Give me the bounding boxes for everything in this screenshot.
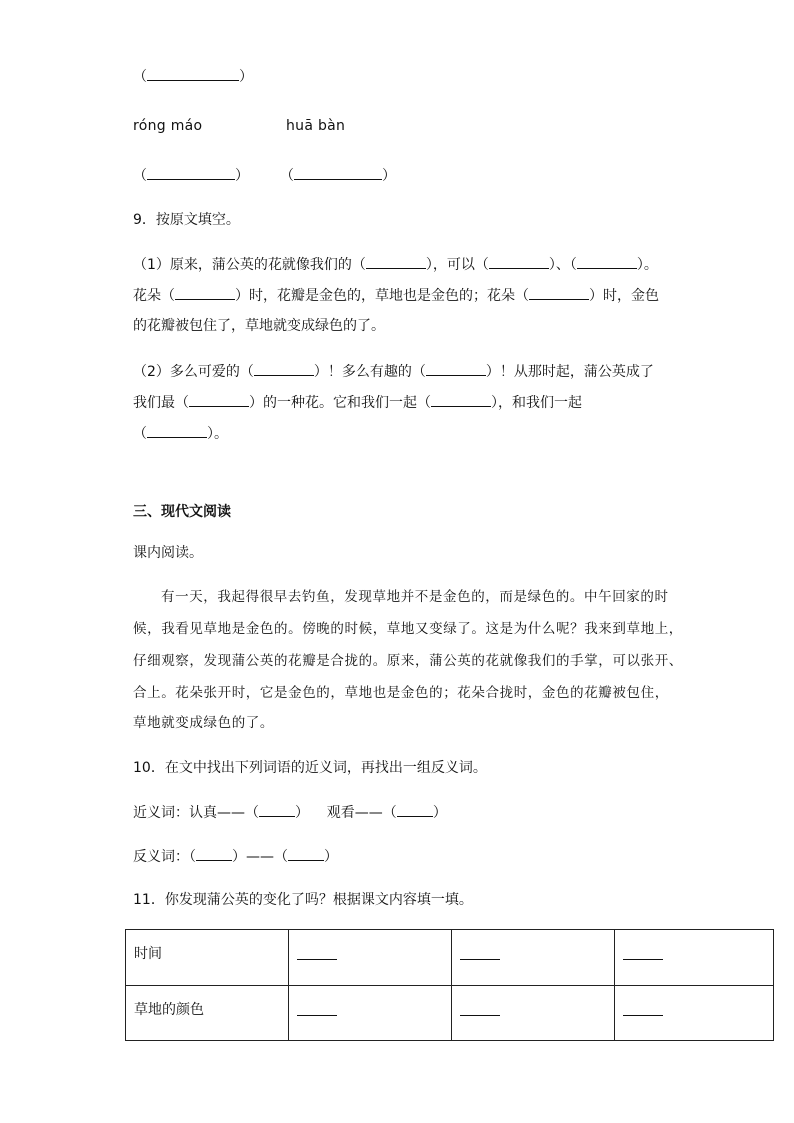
answer-blank[interactable] bbox=[623, 999, 663, 1016]
answer-blank[interactable] bbox=[366, 254, 426, 269]
answer-blank[interactable] bbox=[196, 846, 232, 861]
table-cell[interactable] bbox=[615, 985, 774, 1041]
answer-blank[interactable] bbox=[259, 802, 295, 817]
pinyin-answer-blank: （ ） bbox=[133, 66, 253, 87]
passage-line: 有一天，我起得很早去钓鱼，发现草地并不是金色的，而是绿色的。中午回家的时 bbox=[161, 589, 669, 605]
table-row bbox=[126, 985, 774, 1041]
answer-blank[interactable] bbox=[529, 285, 589, 300]
q10-antonyms: 反义词：（ ）——（ ） bbox=[133, 846, 338, 867]
q9-part2-line3: （ ）。 bbox=[133, 423, 228, 444]
table-cell[interactable] bbox=[452, 985, 615, 1041]
answer-blank[interactable] bbox=[288, 846, 324, 861]
table-cell[interactable] bbox=[289, 985, 452, 1041]
q9-part1-line1: （1）原来，蒲公英的花就像我们的（ ），可以（ ）、（ ）。 bbox=[133, 254, 658, 275]
answer-blank[interactable] bbox=[431, 392, 491, 407]
passage-line: 草地就变成绿色的了。 bbox=[133, 715, 274, 731]
answer-blank[interactable] bbox=[577, 254, 637, 269]
answer-blank[interactable] bbox=[460, 999, 500, 1016]
question-11-title: 11．你发现蒲公英的变化了吗？根据课文内容填一填。 bbox=[133, 892, 473, 908]
q9-part1-line2: 花朵（ ）时，花瓣是金色的，草地也是金色的；花朵（ ）时，金色 bbox=[133, 285, 659, 306]
answer-blank[interactable] bbox=[460, 943, 500, 960]
q9-part1-line3: 的花瓣被包住了，草地就变成绿色的了。 bbox=[133, 318, 385, 334]
answer-blank[interactable] bbox=[189, 392, 249, 407]
answer-blank[interactable] bbox=[297, 999, 337, 1016]
section-heading: 三、现代文阅读 bbox=[133, 504, 231, 520]
passage-line: 合上。花朵张开时，它是金色的，草地也是金色的；花朵合拢时，金色的花瓣被包住， bbox=[133, 685, 669, 701]
observation-table bbox=[125, 929, 774, 1041]
q10-synonyms: 近义词：认真——（ ） 观看——（ ） bbox=[133, 802, 447, 823]
pinyin-word: róng máo bbox=[133, 118, 203, 134]
answer-blank[interactable] bbox=[147, 423, 207, 438]
answer-blank[interactable] bbox=[297, 943, 337, 960]
table-row-label: 时间 bbox=[126, 930, 289, 986]
answer-blank[interactable] bbox=[294, 165, 382, 180]
answer-blank[interactable] bbox=[147, 165, 235, 180]
table-cell[interactable] bbox=[289, 930, 452, 986]
answer-blank[interactable] bbox=[397, 802, 433, 817]
q9-part2-line1: （2）多么可爱的（ ）！多么有趣的（ ）！从那时起，蒲公英成了 bbox=[133, 361, 654, 382]
section-intro: 课内阅读。 bbox=[133, 545, 203, 561]
pinyin-answer-blank: （ ） bbox=[280, 165, 396, 186]
answer-blank[interactable] bbox=[623, 943, 663, 960]
answer-blank[interactable] bbox=[147, 66, 239, 81]
question-10-title: 10．在文中找出下列词语的近义词，再找出一组反义词。 bbox=[133, 760, 487, 776]
answer-blank[interactable] bbox=[426, 361, 486, 376]
question-9-title: 9．按原文填空。 bbox=[133, 212, 240, 228]
table-row-label: 草地的颜色 bbox=[126, 985, 289, 1041]
table-cell[interactable] bbox=[615, 930, 774, 986]
answer-blank[interactable] bbox=[254, 361, 314, 376]
passage-line: 候，我看见草地是金色的。傍晚的时候，草地又变绿了。这是为什么呢？我来到草地上， bbox=[133, 621, 683, 637]
q9-part2-line2: 我们最（ ）的一种花。它和我们一起（ ），和我们一起 bbox=[133, 392, 582, 413]
table-row bbox=[126, 930, 774, 986]
answer-blank[interactable] bbox=[175, 285, 235, 300]
answer-blank[interactable] bbox=[489, 254, 549, 269]
pinyin-word: huā bàn bbox=[286, 118, 346, 134]
pinyin-answer-blank: （ ） bbox=[133, 165, 249, 186]
table-cell[interactable] bbox=[452, 930, 615, 986]
passage-line: 仔细观察，发现蒲公英的花瓣是合拢的。原来，蒲公英的花就像我们的手掌，可以张开、 bbox=[133, 653, 683, 669]
